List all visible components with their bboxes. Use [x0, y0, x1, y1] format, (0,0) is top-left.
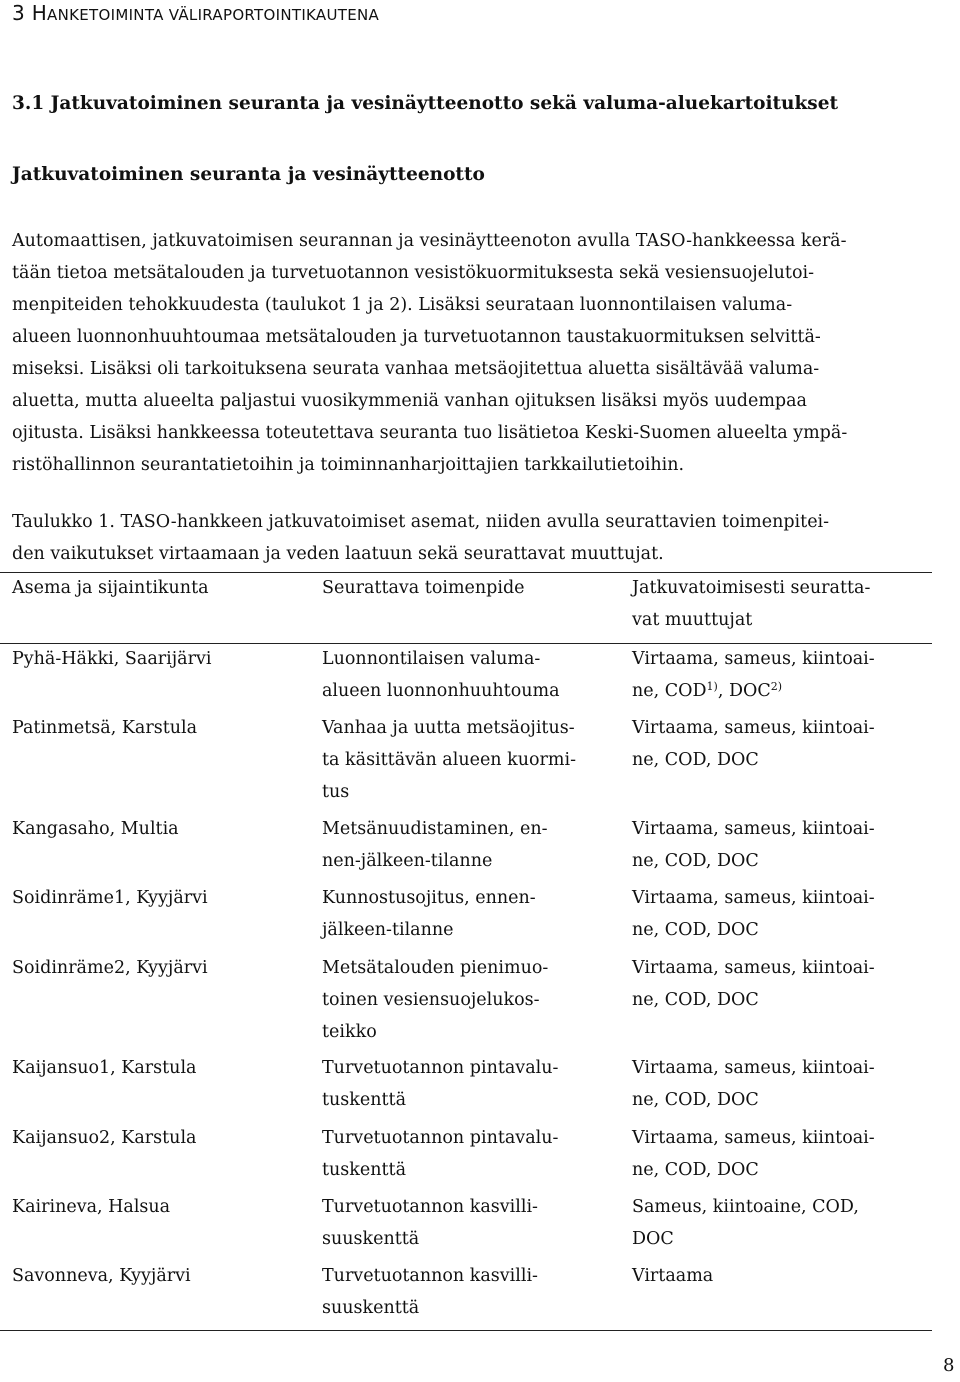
- cell-text: Kairineva, Halsua: [12, 1197, 171, 1217]
- table-row-measure: [322, 1052, 558, 1116]
- cell-text: Kaijansuo1, Karstula: [12, 1058, 197, 1078]
- header-text: Jatkuvatoimisesti seuratta-: [632, 578, 871, 598]
- table-row-variables: [632, 952, 875, 1016]
- cell-text: Turvetuotannon kasvilli-: [322, 1266, 538, 1286]
- table-row-variables: [632, 1052, 875, 1116]
- paragraph-line: aluetta, mutta alueelta paljastui vuosikymmeniä vanhan ojituksen lisäksi myös uudempaa: [12, 391, 807, 411]
- table-row-variables: [632, 1260, 713, 1292]
- table-row-station: [12, 643, 211, 675]
- cell-text: Soidinräme1, Kyyjärvi: [12, 888, 208, 908]
- header-text: Seurattava toimenpide: [322, 578, 525, 598]
- cell-text: ne, COD: [632, 681, 707, 701]
- cell-text: Vanhaa ja uutta metsäojitus-: [322, 718, 575, 738]
- table-row-measure: [322, 1191, 538, 1255]
- cell-text: Kangasaho, Multia: [12, 819, 179, 839]
- caption-line: Taulukko 1. TASO-hankkeen jatkuvatoimiset asemat, niiden avulla seurattavien toimenpitei-: [12, 512, 830, 532]
- paragraph-line: menpiteiden tehokkuudesta (taulukot 1 ja 2). Lisäksi seurataan luonnontilaisen valuma-: [12, 295, 793, 315]
- cell-text: ne, COD, DOC: [632, 851, 759, 871]
- table-caption: [12, 507, 952, 571]
- table-row-variables: [632, 712, 875, 776]
- cell-text: ne, COD, DOC: [632, 1090, 759, 1110]
- section-title: 3.1 Jatkuvatoiminen seuranta ja vesinäytteenotto sekä valuma-aluekartoitukset: [12, 93, 839, 114]
- cell-text: Luonnontilaisen valuma-: [322, 649, 541, 669]
- cell-text: alueen luonnonhuuhtouma: [322, 681, 560, 701]
- cell-text: Virtaama, sameus, kiintoai-: [632, 1128, 875, 1148]
- subsection-title: Jatkuvatoiminen seuranta ja vesinäytteenotto: [12, 164, 485, 185]
- footnote-marker: 2): [770, 680, 783, 693]
- table-row-measure: [322, 712, 576, 808]
- cell-text: ta käsittävän alueen kuormi-: [322, 750, 577, 770]
- body-paragraph: [12, 225, 952, 481]
- cell-text: , DOC: [717, 681, 771, 701]
- cell-text: suuskenttä: [322, 1229, 420, 1249]
- table-row-variables: [632, 1191, 859, 1255]
- cell-text: Sameus, kiintoaine, COD,: [632, 1197, 859, 1217]
- cell-text: Virtaama: [632, 1266, 714, 1286]
- cell-text: suuskenttä: [322, 1298, 420, 1318]
- cell-text: Kaijansuo2, Karstula: [12, 1128, 197, 1148]
- cell-text: DOC: [632, 1229, 674, 1249]
- cell-text: Turvetuotannon pintavalu-: [322, 1058, 559, 1078]
- cell-text: Metsätalouden pienimuo-: [322, 958, 549, 978]
- cell-text: Savonneva, Kyyjärvi: [12, 1266, 191, 1286]
- table-row-measure: [322, 1122, 558, 1186]
- cell-text: Patinmetsä, Karstula: [12, 718, 198, 738]
- table-bottom-rule: [0, 1330, 932, 1331]
- cell-text: Soidinräme2, Kyyjärvi: [12, 958, 208, 978]
- chapter-title-rest: ANKETOIMINTA VÄLIRAPORTOINTIKAUTENA: [47, 6, 380, 24]
- table-header-measure: [322, 572, 525, 604]
- cell-text: nen-jälkeen-tilanne: [322, 851, 493, 871]
- paragraph-line: ojitusta. Lisäksi hankkeessa toteutettava seuranta tuo lisätietoa Keski-Suomen alueelta ympä-: [12, 423, 848, 443]
- table-row-station: [12, 1260, 191, 1292]
- cell-text: Virtaama, sameus, kiintoai-: [632, 718, 875, 738]
- table-row-measure: [322, 1260, 538, 1324]
- table-header-station: [12, 572, 209, 604]
- table-header-variables: [632, 572, 870, 636]
- cell-text: Pyhä-Häkki, Saarijärvi: [12, 649, 212, 669]
- cell-text: teikko: [322, 1022, 377, 1042]
- header-text: vat muuttujat: [632, 610, 753, 630]
- table-row-station: [12, 1191, 170, 1223]
- paragraph-line: Automaattisen, jatkuvatoimisen seurannan ja vesinäytteenoton avulla TASO-hankkeessa kerä-: [12, 231, 847, 251]
- cell-text: Virtaama, sameus, kiintoai-: [632, 888, 875, 908]
- cell-text: Kunnostusojitus, ennen-: [322, 888, 536, 908]
- cell-text: Virtaama, sameus, kiintoai-: [632, 649, 875, 669]
- chapter-first-letter: H: [31, 1, 48, 25]
- table-row-measure: [322, 643, 560, 707]
- table-row-station: [12, 1052, 196, 1084]
- table-row-measure: [322, 952, 548, 1048]
- table-row-variables: [632, 813, 875, 877]
- cell-text: Turvetuotannon pintavalu-: [322, 1128, 559, 1148]
- table-row-measure: [322, 882, 536, 946]
- table-row-variables: [632, 882, 875, 946]
- table-row-station: [12, 952, 208, 984]
- table-row-variables: [632, 643, 875, 707]
- cell-text: Virtaama, sameus, kiintoai-: [632, 958, 875, 978]
- cell-text: toinen vesiensuojelukos-: [322, 990, 540, 1010]
- paragraph-line: alueen luonnonhuuhtoumaa metsätalouden ja turvetuotannon taustakuormituksen selvittä-: [12, 327, 821, 347]
- table-row-variables: [632, 1122, 875, 1186]
- cell-text: Virtaama, sameus, kiintoai-: [632, 1058, 875, 1078]
- cell-text: ne, COD, DOC: [632, 990, 759, 1010]
- paragraph-line: tään tietoa metsätalouden ja turvetuotannon vesistökuormituksesta sekä vesiensuojelutoi-: [12, 263, 814, 283]
- table-row-station: [12, 1122, 196, 1154]
- cell-text-with-footnotes: [632, 675, 875, 707]
- cell-text: Turvetuotannon kasvilli-: [322, 1197, 538, 1217]
- cell-text: tus: [322, 782, 350, 802]
- caption-line: den vaikutukset virtaamaan ja veden laatuun sekä seurattavat muuttujat.: [12, 544, 664, 564]
- table-row-station: [12, 813, 179, 845]
- cell-text: ne, COD, DOC: [632, 1160, 759, 1180]
- cell-text: ne, COD, DOC: [632, 750, 759, 770]
- cell-text: tuskenttä: [322, 1090, 407, 1110]
- table-row-measure: [322, 813, 548, 877]
- footnote-marker: 1): [706, 680, 718, 693]
- cell-text: tuskenttä: [322, 1160, 407, 1180]
- table-row-station: [12, 882, 208, 914]
- header-text: Asema ja sijaintikunta: [12, 578, 209, 598]
- cell-text: jälkeen-tilanne: [322, 920, 454, 940]
- chapter-number: 3: [12, 1, 26, 25]
- cell-text: Virtaama, sameus, kiintoai-: [632, 819, 875, 839]
- paragraph-line: ristöhallinnon seurantatietoihin ja toiminnanharjoittajien tarkkailutietoihin.: [12, 455, 685, 475]
- cell-text: Metsänuudistaminen, en-: [322, 819, 548, 839]
- page-number: 8: [943, 1355, 955, 1376]
- table-row-station: [12, 712, 197, 744]
- chapter-heading: [12, 0, 379, 28]
- cell-text: ne, COD, DOC: [632, 920, 759, 940]
- paragraph-line: miseksi. Lisäksi oli tarkoituksena seurata vanhaa metsäojitettua aluetta sisältävää valuma-: [12, 359, 820, 379]
